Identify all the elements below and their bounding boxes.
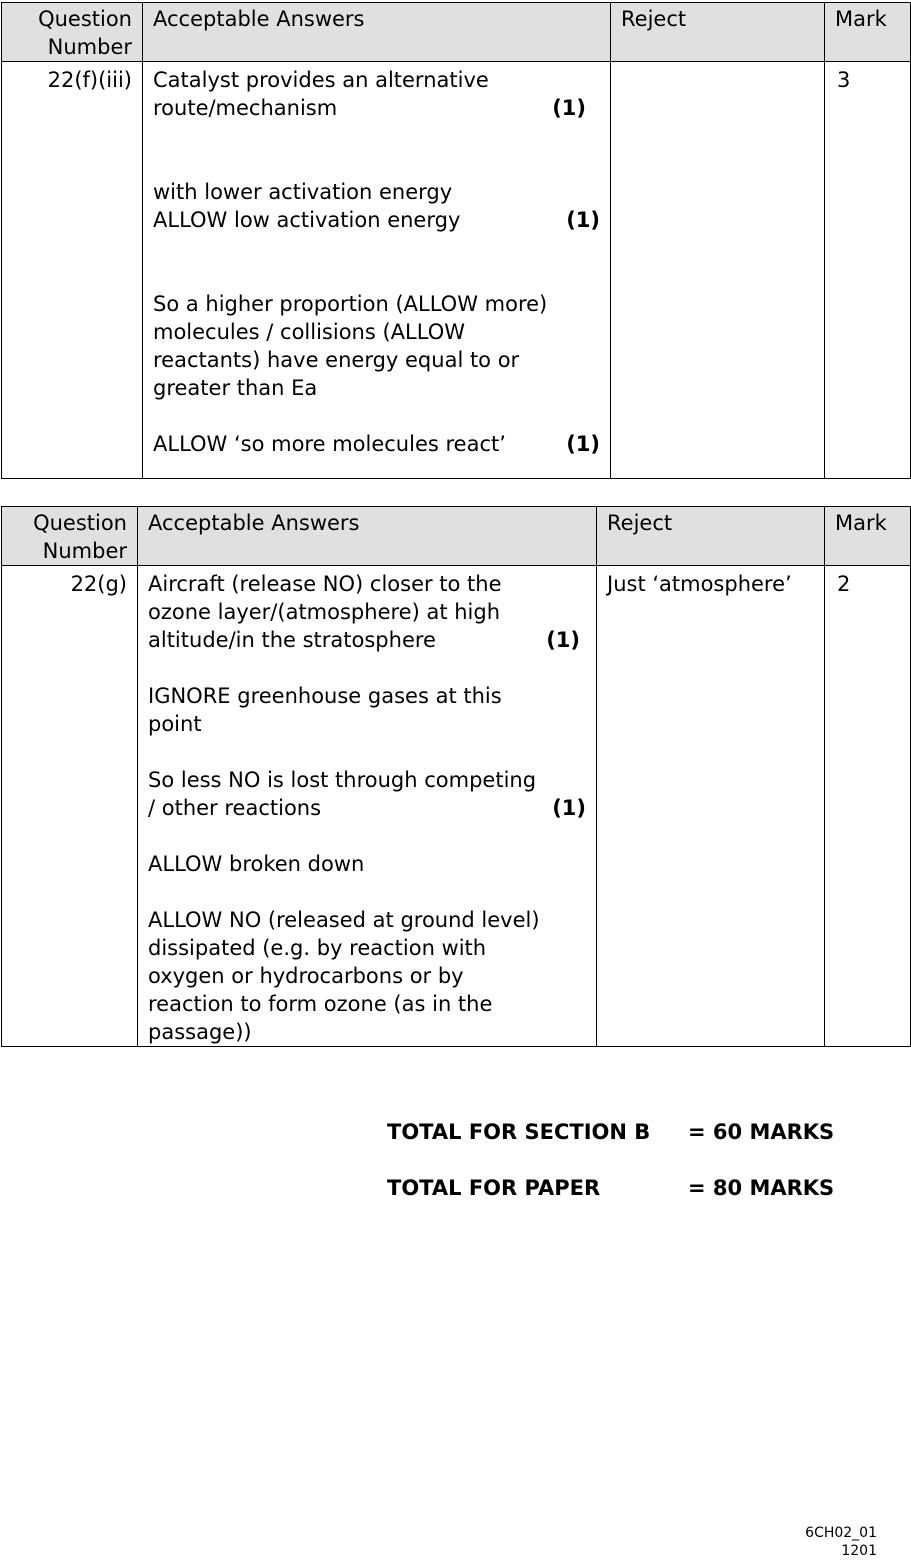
answer-line: So less NO is lost through competing <box>148 768 537 792</box>
answer-line: dissipated (e.g. by reaction with <box>148 936 487 960</box>
total-section-label: TOTAL FOR SECTION B <box>387 1120 651 1144</box>
exam-session: 1201 <box>841 1543 877 1559</box>
acceptable-answers <box>138 566 597 1047</box>
answer-text: ALLOW ‘so more molecules react’ <box>153 432 506 456</box>
page-footer <box>805 1524 877 1560</box>
mark-point: (1) <box>552 96 586 120</box>
reject-cell <box>611 62 825 479</box>
answer-line: reaction to form ozone (as in the <box>148 992 493 1016</box>
header-question-number <box>2 507 138 566</box>
answer-line: IGNORE greenhouse gases at this <box>148 684 502 708</box>
table-header-row <box>2 3 911 62</box>
table-header-row <box>2 507 911 566</box>
markscheme-table-22fiii <box>1 2 911 479</box>
header-question-label: Question <box>38 7 132 31</box>
total-section-value: = 60 MARKS <box>688 1120 835 1144</box>
answer-text: altitude/in the stratosphere <box>148 628 436 652</box>
table-row <box>2 62 911 479</box>
answer-text: ALLOW low activation energy <box>153 208 461 232</box>
mark-point: (1) <box>566 208 600 232</box>
answer-text: / other reactions <box>148 796 322 820</box>
mark-value: 2 <box>825 566 911 1047</box>
header-number-label: Number <box>42 539 127 563</box>
answer-line: ALLOW NO (released at ground level) <box>148 908 540 932</box>
header-acceptable-answers: Acceptable Answers <box>143 3 611 62</box>
answer-line: So a higher proportion (ALLOW more) <box>153 292 548 316</box>
header-question-label: Question <box>33 511 127 535</box>
paper-code: 6CH02_01 <box>805 1525 877 1541</box>
markscheme-table-22g <box>1 506 911 1047</box>
total-paper <box>387 1174 835 1202</box>
header-acceptable-answers: Acceptable Answers <box>138 507 597 566</box>
answer-line: passage)) <box>148 1020 252 1044</box>
reject-cell: Just ‘atmosphere’ <box>597 566 825 1047</box>
header-reject: Reject <box>597 507 825 566</box>
answer-line: with lower activation energy <box>153 180 453 204</box>
answer-line <box>153 206 600 234</box>
answer-line: oxygen or hydrocarbons or by <box>148 964 464 988</box>
question-number: 22(g) <box>2 566 138 1047</box>
answer-line <box>153 94 600 122</box>
answer-line: greater than Ea <box>153 376 318 400</box>
header-mark: Mark <box>825 3 911 62</box>
total-paper-value: = 80 MARKS <box>688 1176 835 1200</box>
header-question-number <box>2 3 143 62</box>
answer-line: point <box>148 712 202 736</box>
table-row <box>2 566 911 1047</box>
answer-line: Aircraft (release NO) closer to the <box>148 572 502 596</box>
header-mark: Mark <box>825 507 911 566</box>
mark-point: (1) <box>546 628 580 652</box>
answer-line: ozone layer/(atmosphere) at high <box>148 600 501 624</box>
acceptable-answers <box>143 62 611 479</box>
total-section-b <box>387 1118 835 1146</box>
answer-line: Catalyst provides an alternative <box>153 68 489 92</box>
total-paper-label: TOTAL FOR PAPER <box>387 1176 601 1200</box>
mark-value: 3 <box>825 62 911 479</box>
mark-point: (1) <box>566 432 600 456</box>
answer-line: reactants) have energy equal to or <box>153 348 520 372</box>
answer-text: route/mechanism <box>153 96 338 120</box>
header-reject: Reject <box>611 3 825 62</box>
answer-line <box>153 430 600 458</box>
question-number: 22(f)(iii) <box>2 62 143 479</box>
answer-line: molecules / collisions (ALLOW <box>153 320 465 344</box>
answer-line: ALLOW broken down <box>148 852 365 876</box>
answer-line <box>148 794 586 822</box>
answer-line <box>148 626 586 654</box>
mark-point: (1) <box>552 796 586 820</box>
header-number-label: Number <box>47 35 132 59</box>
